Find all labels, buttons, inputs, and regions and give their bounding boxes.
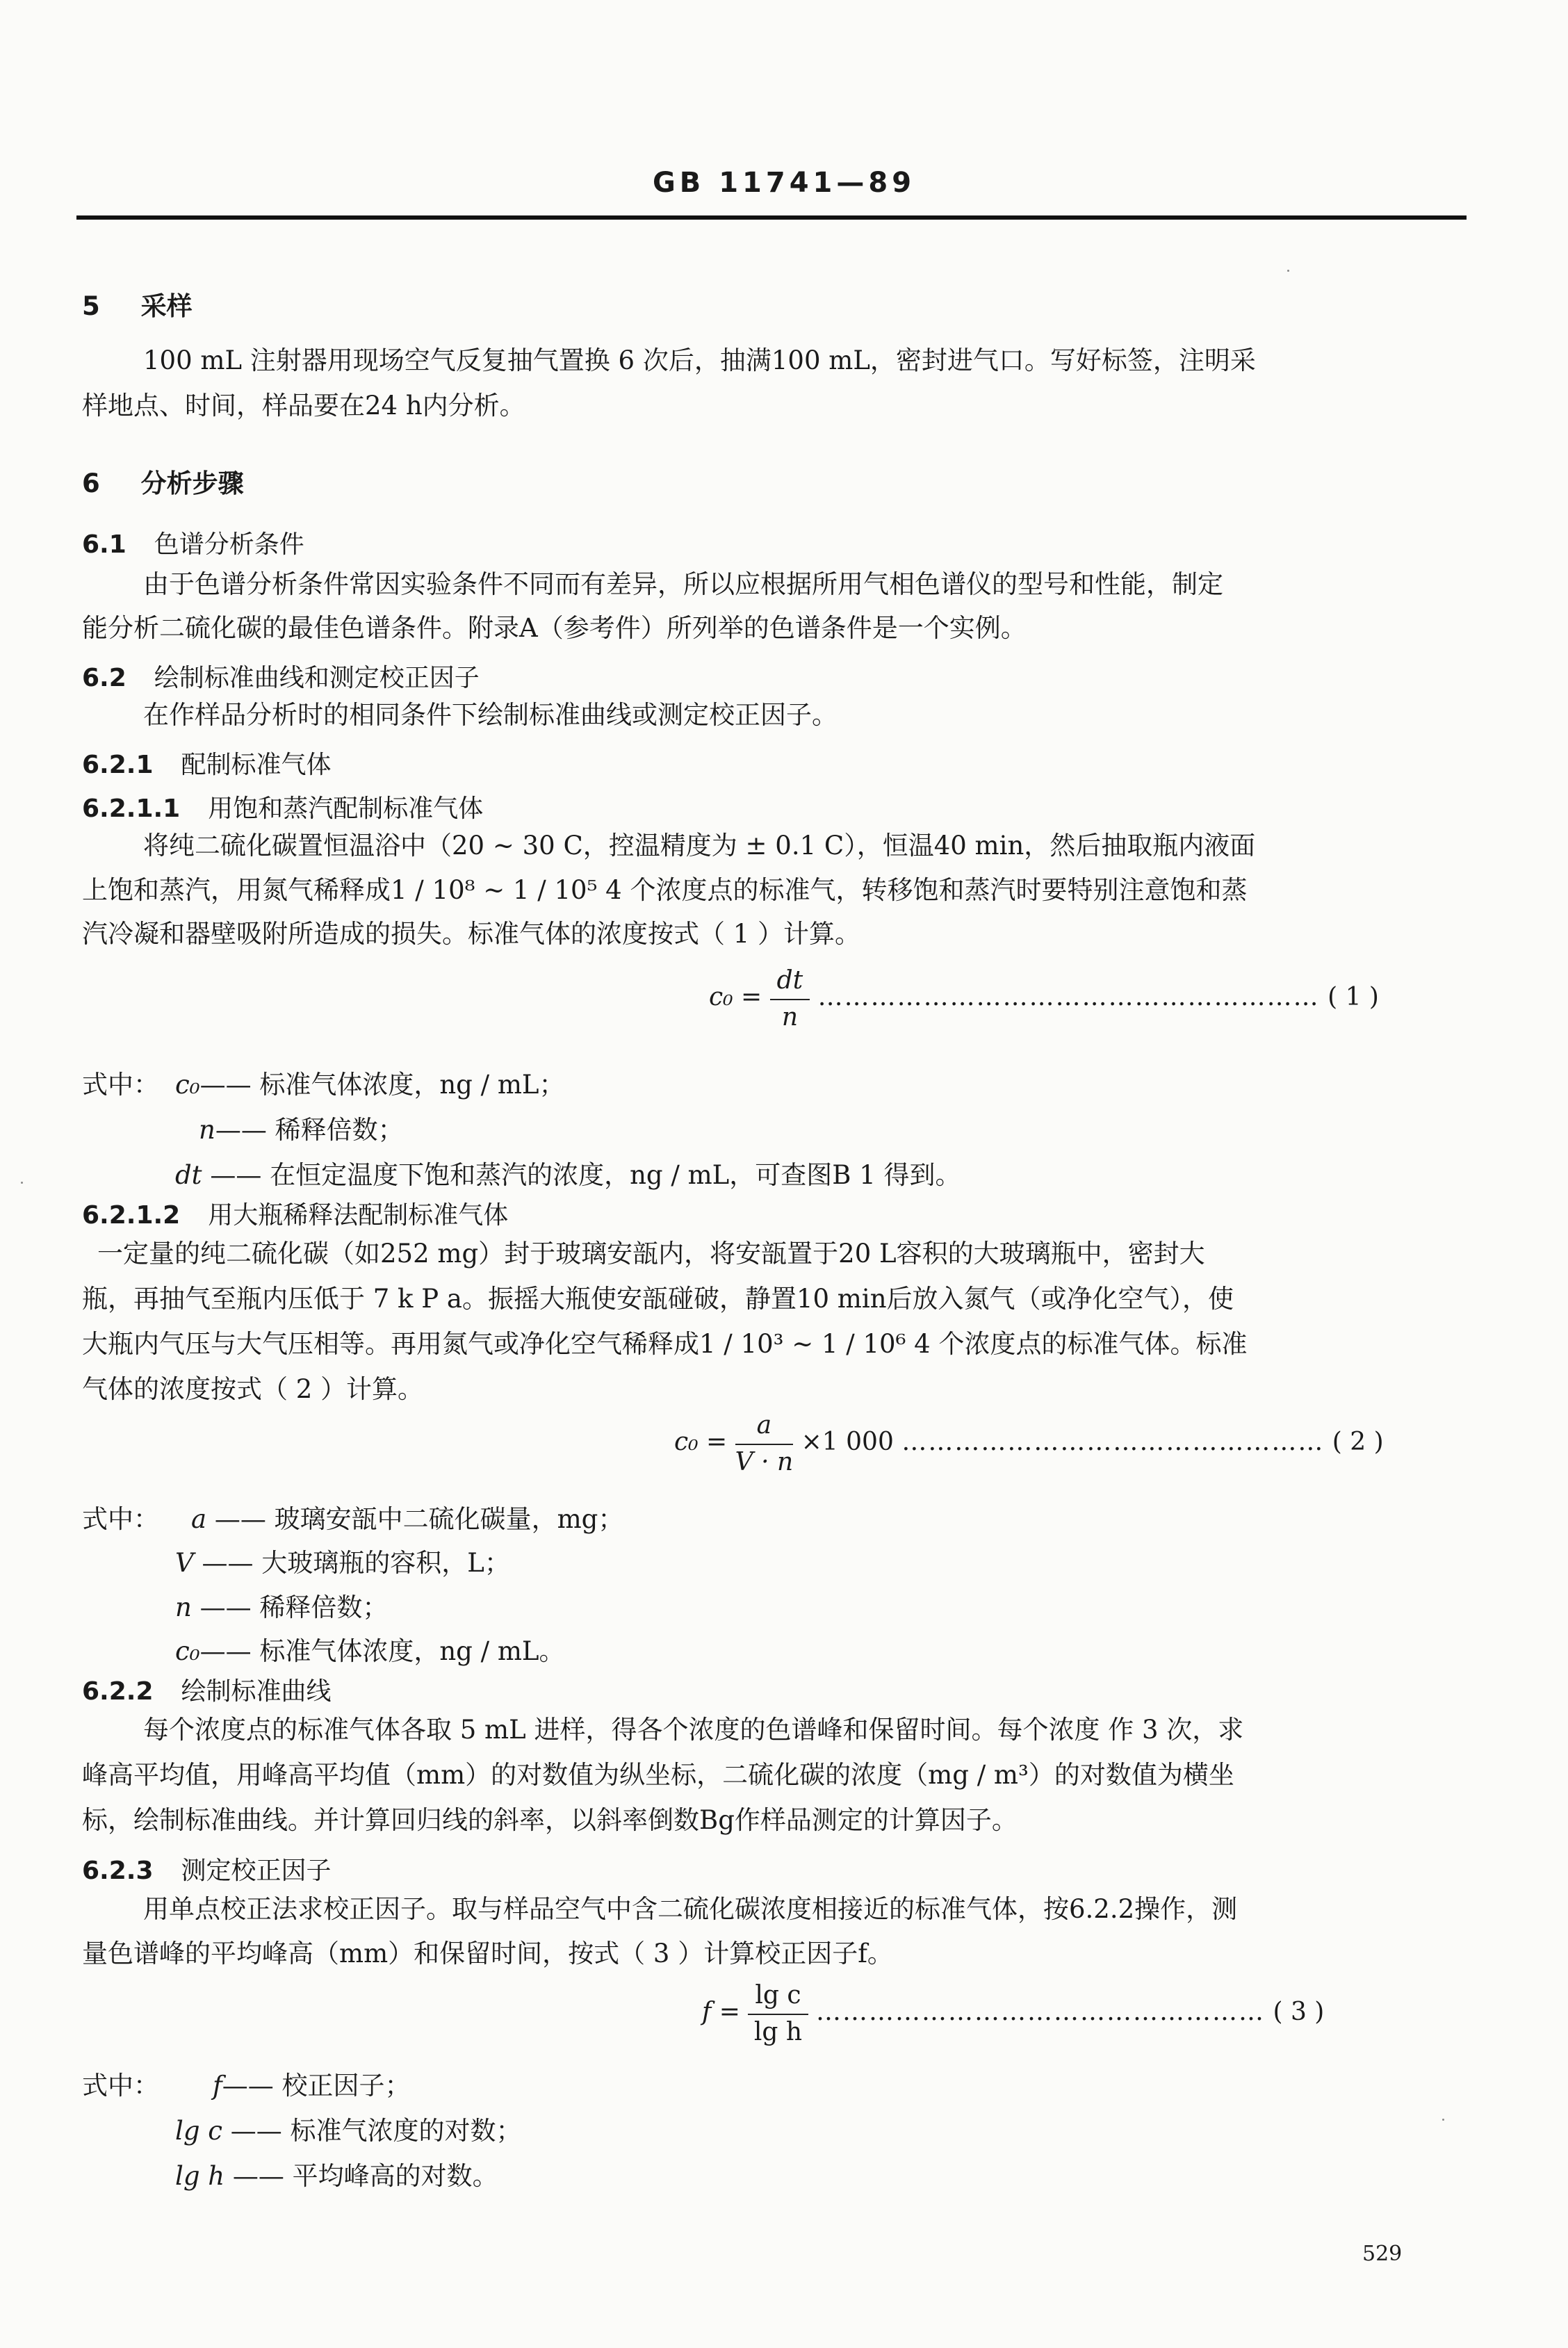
where-item xyxy=(175,1630,564,1668)
where-symbol: dt xyxy=(175,1160,202,1190)
where-symbol: c₀ xyxy=(175,1070,200,1100)
subsection-title: 测定校正因子 xyxy=(181,1857,332,1885)
subsection-title: 绘制标准曲线 xyxy=(181,1677,332,1706)
where-description: —— 稀释倍数； xyxy=(199,1592,389,1622)
formula-lhs: c₀ = xyxy=(674,1428,728,1456)
where-description: —— 标准气体浓度，ng / mL。 xyxy=(199,1636,565,1666)
formula-leader-dots: ………………………………………… xyxy=(901,1428,1325,1456)
formula-lhs: c₀ = xyxy=(709,983,762,1011)
subsection-title: 色谱分析条件 xyxy=(154,530,304,559)
section-number: 5 xyxy=(82,291,100,321)
paragraph-line: 汽冷凝和器壁吸附所造成的损失。标准气体的浓度按式（ 1 ）计算。 xyxy=(82,919,861,949)
where-item xyxy=(175,2155,498,2192)
subsection-6-2-3-heading xyxy=(82,1851,332,1886)
paragraph-line: 样地点、时间，样品要在24 h内分析。 xyxy=(82,391,525,421)
subsection-number: 6.2.1.1 xyxy=(82,794,181,823)
paragraph-line: 量色谱峰的平均峰高（mm）和保留时间，按式（ 3 ）计算校正因子f。 xyxy=(82,1939,893,1968)
where-intro: 式中： xyxy=(82,1070,159,1100)
subsection-title: 配制标准气体 xyxy=(181,751,332,779)
where-item xyxy=(199,1109,404,1146)
where-symbol: a xyxy=(191,1504,207,1534)
paragraph-line: 每个浓度点的标准气体各取 5 mL 进样，得各个浓度的色谱峰和保留时间。每个浓度 作 3 次，求 xyxy=(143,1715,1244,1745)
formula-label: ( 2 ) xyxy=(1332,1428,1384,1456)
section-5-heading xyxy=(82,285,193,323)
subsection-6-2-2-heading xyxy=(82,1672,332,1707)
where-item xyxy=(175,1154,961,1191)
paragraph-line: 大瓶内气压与大气压相等。再用氮气或净化空气稀释成1 / 10³ ~ 1 / 10⁶ 4 个浓度点的标准气体。标准 xyxy=(82,1329,1248,1359)
formula-multiplier: ×1 000 xyxy=(801,1428,894,1456)
section-title: 分析步骤 xyxy=(140,468,244,498)
formula-label: ( 1 ) xyxy=(1328,983,1379,1011)
paragraph-line: 在作样品分析时的相同条件下绘制标准曲线或测定校正因子。 xyxy=(143,700,838,730)
document-header-title: GB 11741—89 xyxy=(652,167,916,199)
where-symbol: lg h xyxy=(175,2161,225,2191)
subsection-number: 6.2.2 xyxy=(82,1677,154,1706)
where-item xyxy=(191,1498,623,1535)
formula-leader-dots: …………………………………………… xyxy=(816,1998,1266,2026)
where-item xyxy=(175,2110,522,2147)
formula-numerator: lg c xyxy=(748,1981,808,2015)
where-symbol: c₀ xyxy=(175,1636,200,1666)
paragraph-line: 气体的浓度按式（ 2 ）计算。 xyxy=(82,1374,424,1404)
paragraph-line: 100 mL 注射器用现场空气反复抽气置换 6 次后，抽满100 mL，密封进气口。写好标签，注明采 xyxy=(143,345,1256,375)
section-6-heading xyxy=(82,462,244,500)
paragraph-line: 标，绘制标准曲线。并计算回归线的斜率，以斜率倒数Bg作样品测定的计算因子。 xyxy=(82,1805,1018,1835)
formula-denominator: n xyxy=(781,1003,798,1032)
where-item xyxy=(175,1586,388,1624)
subsection-number: 6.2.1.2 xyxy=(82,1201,181,1230)
subsection-title: 绘制标准曲线和测定校正因子 xyxy=(154,664,480,692)
formula-fraction xyxy=(770,966,810,1032)
formula-fraction xyxy=(735,1411,794,1476)
formula-numerator: dt xyxy=(770,966,810,1000)
subsection-title: 用饱和蒸汽配制标准气体 xyxy=(208,794,484,823)
subsection-6-2-1-heading xyxy=(82,745,332,781)
scan-speck xyxy=(1442,2119,1444,2121)
scan-speck xyxy=(21,1182,23,1184)
where-description: —— 平均峰高的对数。 xyxy=(232,2161,498,2191)
where-intro: 式中： xyxy=(82,2071,159,2101)
where-intro: 式中： xyxy=(82,1504,159,1534)
subsection-6-2-1-1-heading xyxy=(82,789,483,824)
header-rule xyxy=(76,215,1467,220)
where-item xyxy=(175,1063,564,1101)
formula-denominator: V · n xyxy=(735,1448,794,1476)
where-description: —— 标准气体浓度，ng / mL； xyxy=(199,1070,565,1100)
paragraph-line: 上饱和蒸汽，用氮气稀释成1 / 10⁸ ~ 1 / 10⁵ 4 个浓度点的标准气，转移饱和蒸汽时要特别注意饱和蒸 xyxy=(82,875,1248,905)
formula-2 xyxy=(674,1411,1384,1476)
scan-speck xyxy=(1287,270,1289,272)
subsection-number: 6.1 xyxy=(82,530,126,559)
formula-fraction xyxy=(748,1981,808,2046)
where-description: —— 玻璃安瓿中二硫化碳量，mg； xyxy=(214,1504,624,1534)
paragraph-line: 能分析二硫化碳的最佳色谱条件。附录A（参考件）所列举的色谱条件是一个实例。 xyxy=(82,613,1027,643)
formula-leader-dots: ………………………………………………… xyxy=(817,983,1320,1011)
formula-lhs: f = xyxy=(702,1998,740,2026)
where-description: —— 大玻璃瓶的容积，L； xyxy=(202,1548,510,1578)
where-description: —— 稀释倍数； xyxy=(215,1115,404,1145)
subsection-number: 6.2.1 xyxy=(82,751,154,779)
subsection-title: 用大瓶稀释法配制标准气体 xyxy=(208,1201,509,1230)
where-item xyxy=(213,2064,410,2102)
section-number: 6 xyxy=(82,468,100,498)
formula-numerator: a xyxy=(735,1411,794,1445)
page-number: 529 xyxy=(1362,2242,1403,2266)
where-symbol: V xyxy=(175,1548,194,1578)
paragraph-line: 用单点校正法求校正因子。取与样品空气中含二硫化碳浓度相接近的标准气体，按6.2.2操作，测 xyxy=(143,1894,1238,1924)
formula-1 xyxy=(709,966,1379,1032)
paragraph-line: 由于色谱分析条件常因实验条件不同而有差异，所以应根据所用气相色谱仪的型号和性能，制定 xyxy=(143,569,1223,599)
where-symbol: lg c xyxy=(175,2116,223,2146)
formula-label: ( 3 ) xyxy=(1273,1998,1325,2026)
subsection-6-2-1-2-heading xyxy=(82,1196,508,1231)
where-symbol: n xyxy=(175,1592,192,1622)
paragraph-line: 瓶，再抽气至瓶内压低于 7 k P a。振摇大瓶使安瓿碰破，静置10 min后放入氮气（或净化空气），使 xyxy=(82,1284,1234,1314)
section-title: 采样 xyxy=(140,291,193,321)
paragraph-line: 峰高平均值，用峰高平均值（mm）的对数值为纵坐标，二硫化碳的浓度（mg / m³）的对数值为横坐 xyxy=(82,1760,1234,1790)
formula-denominator: lg h xyxy=(753,2018,803,2046)
subsection-6-1-heading xyxy=(82,525,304,560)
paragraph-line: 一定量的纯二硫化碳（如252 mg）封于玻璃安瓿内，将安瓿置于20 L容积的大玻璃瓶中，密封大 xyxy=(97,1239,1205,1269)
formula-3 xyxy=(702,1981,1324,2046)
where-description: —— 在恒定温度下饱和蒸汽的浓度，ng / mL，可查图B 1 得到。 xyxy=(210,1160,961,1190)
subsection-number: 6.2.3 xyxy=(82,1857,154,1885)
where-symbol: n xyxy=(199,1115,215,1145)
where-item xyxy=(175,1542,510,1579)
where-symbol: f xyxy=(213,2071,222,2101)
where-description: —— 标准气浓度的对数； xyxy=(230,2116,522,2146)
subsection-6-2-heading xyxy=(82,658,480,694)
where-description: —— 校正因子； xyxy=(222,2071,411,2101)
paragraph-line: 将纯二硫化碳置恒温浴中（20 ~ 30 C，控温精度为 ± 0.1 C），恒温40 min，然后抽取瓶内液面 xyxy=(143,831,1256,861)
subsection-number: 6.2 xyxy=(82,664,126,692)
